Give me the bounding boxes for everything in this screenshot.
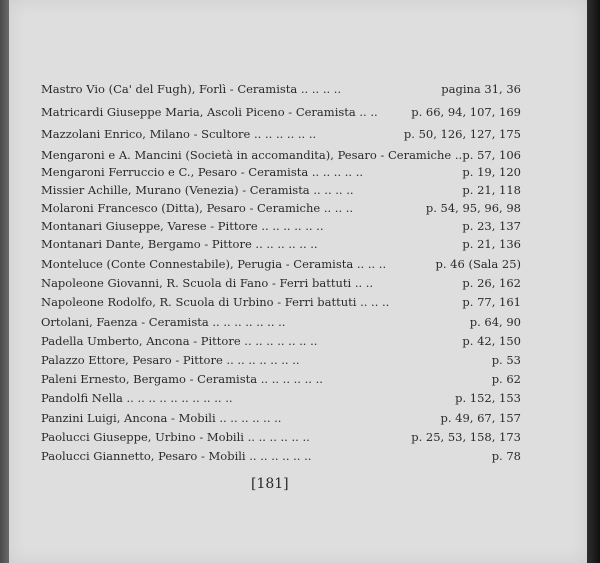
entry-pages: p. 23, 137 bbox=[462, 219, 521, 233]
entry-pages: p. 21, 136 bbox=[462, 237, 521, 251]
entry-name: Palazzo Ettore, Pesaro - Pittore .. .. .. .. .. .. .. bbox=[41, 353, 300, 367]
entry-name: Matricardi Giuseppe Maria, Ascoli Piceno - Ceramista .. .. bbox=[41, 105, 378, 119]
entry-name: Paleni Ernesto, Bergamo - Ceramista .. .. .. .. .. .. bbox=[41, 372, 323, 386]
index-entry bbox=[41, 127, 521, 146]
entry-pages: p. 78 bbox=[491, 449, 521, 463]
entry-name: Napoleone Giovanni, R. Scuola di Fano - Ferri battuti .. .. bbox=[41, 276, 374, 290]
entry-name: Padella Umberto, Ancona - Pittore .. .. .. .. .. .. .. bbox=[41, 334, 318, 348]
index-entry bbox=[41, 165, 521, 184]
index-entry bbox=[41, 353, 521, 372]
index-entry bbox=[41, 257, 521, 276]
index-entry bbox=[41, 372, 521, 391]
index-entry bbox=[41, 315, 521, 334]
book-page bbox=[9, 0, 587, 563]
entry-name: Mengaroni Ferruccio e C., Pesaro - Ceramista .. .. .. .. .. bbox=[41, 165, 364, 179]
index-entry bbox=[41, 276, 521, 295]
index-entry bbox=[41, 391, 521, 410]
entry-name: Panzini Luigi, Ancona - Mobili .. .. .. .. .. .. bbox=[41, 411, 282, 425]
entry-pages: p. 19, 120 bbox=[462, 165, 521, 179]
index-entry bbox=[41, 411, 521, 430]
entry-name: Napoleone Rodolfo, R. Scuola di Urbino - Ferri battuti .. .. .. bbox=[41, 295, 390, 309]
entry-pages: p. 21, 118 bbox=[462, 183, 521, 197]
page-number: [181] bbox=[251, 476, 289, 492]
entry-pages: p. 25, 53, 158, 173 bbox=[411, 430, 521, 444]
index-entry bbox=[41, 82, 521, 101]
entry-name: Paolucci Giuseppe, Urbino - Mobili .. .. .. .. .. .. bbox=[41, 430, 310, 444]
entry-pages: p. 50, 126, 127, 175 bbox=[403, 127, 521, 141]
entry-name: Mengaroni e A. Mancini (Società in accomandita), Pesaro - Ceramiche .. bbox=[41, 148, 463, 162]
entry-pages: p. 42, 150 bbox=[462, 334, 521, 348]
entry-pages: p. 26, 162 bbox=[462, 276, 521, 290]
index-entry bbox=[41, 219, 521, 238]
index-entry bbox=[41, 237, 521, 256]
entry-name: Pandolfi Nella .. .. .. .. .. .. .. .. .. .. bbox=[41, 391, 233, 405]
index-entry bbox=[41, 334, 521, 353]
entry-pages: p. 53 bbox=[491, 353, 521, 367]
index-entry bbox=[41, 201, 521, 220]
index-entry bbox=[41, 295, 521, 314]
entry-pages: p. 66, 94, 107, 169 bbox=[411, 105, 521, 119]
entry-pages: p. 152, 153 bbox=[455, 391, 521, 405]
entry-name: Mastro Vio (Ca' del Fugh), Forlì - Ceramista .. .. .. .. bbox=[41, 82, 342, 96]
scan-left-edge bbox=[0, 0, 9, 563]
entry-pages: p. 64, 90 bbox=[469, 315, 521, 329]
scan-right-edge bbox=[587, 0, 600, 563]
entry-pages: p. 46 (Sala 25) bbox=[435, 257, 521, 271]
entry-name: Monteluce (Conte Connestabile), Perugia - Ceramista .. .. .. bbox=[41, 257, 387, 271]
entry-pages: p. 49, 67, 157 bbox=[440, 411, 521, 425]
entry-name: Molaroni Francesco (Ditta), Pesaro - Ceramiche .. .. .. bbox=[41, 201, 354, 215]
index-entry bbox=[41, 449, 521, 468]
entry-pages: pagina 31, 36 bbox=[441, 82, 521, 96]
index-list bbox=[9, 0, 587, 470]
entry-pages: p. 54, 95, 96, 98 bbox=[425, 201, 521, 215]
index-entry bbox=[41, 430, 521, 449]
entry-pages: p. 57, 106 bbox=[462, 148, 521, 162]
index-entry bbox=[41, 105, 521, 124]
entry-name: Ortolani, Faenza - Ceramista .. .. .. .. .. .. .. bbox=[41, 315, 286, 329]
entry-pages: p. 62 bbox=[491, 372, 521, 386]
entry-name: Paolucci Giannetto, Pesaro - Mobili .. .. .. .. .. .. bbox=[41, 449, 312, 463]
entry-pages: p. 77, 161 bbox=[462, 295, 521, 309]
entry-name: Montanari Giuseppe, Varese - Pittore .. .. .. .. .. .. bbox=[41, 219, 324, 233]
index-entry bbox=[41, 183, 521, 202]
entry-name: Mazzolani Enrico, Milano - Scultore .. .. .. .. .. .. bbox=[41, 127, 317, 141]
entry-name: Montanari Dante, Bergamo - Pittore .. .. .. .. .. .. bbox=[41, 237, 318, 251]
entry-name: Missier Achille, Murano (Venezia) - Ceramista .. .. .. .. bbox=[41, 183, 354, 197]
